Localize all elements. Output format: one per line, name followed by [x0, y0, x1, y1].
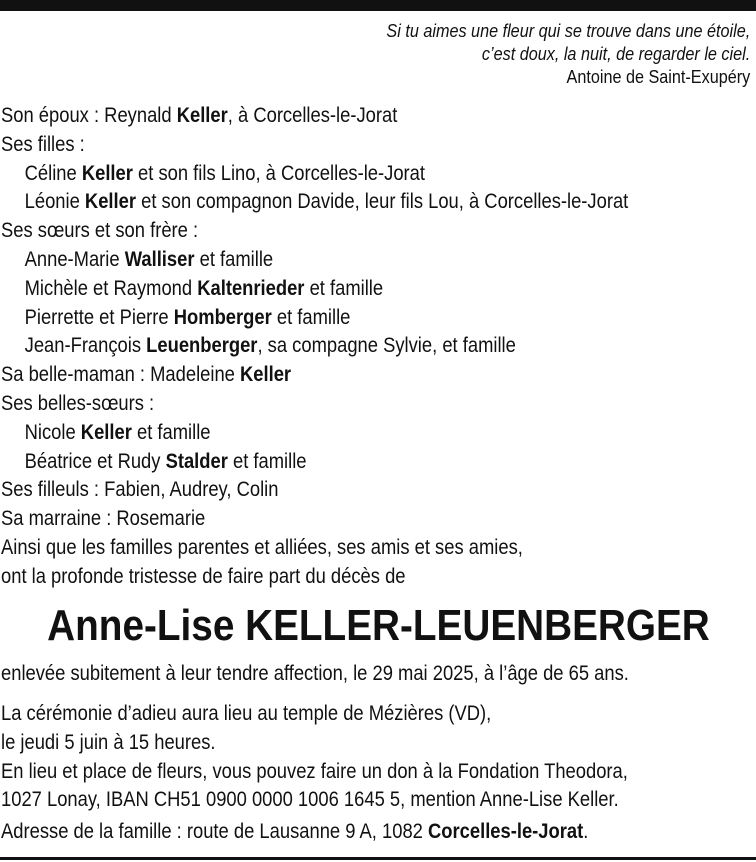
family-line-ainsi: Ainsi que les familles parentes et alliées, ses amis et ses amies, [1, 535, 523, 559]
family-line [1, 160, 736, 189]
surname: Keller [81, 161, 133, 185]
line-text: Nicole [24, 420, 81, 444]
family-heading-filles: Ses filles : [1, 132, 85, 156]
line-text: Anne-Marie [24, 247, 125, 271]
family-line [1, 332, 736, 361]
surname: Stalder [165, 449, 228, 473]
family-address [1, 818, 736, 847]
surname: Keller [176, 104, 228, 127]
family-line [1, 246, 736, 275]
family-line [1, 448, 736, 477]
family-line-belle-maman [1, 361, 736, 390]
family-line [1, 419, 736, 448]
line-text: Sa belle-maman : Madeleine [1, 363, 241, 387]
line-text: , à Corcelles-le-Jorat [227, 104, 398, 127]
family-heading-soeurs: Ses sœurs et son frère : [1, 219, 199, 243]
top-rule [0, 0, 756, 11]
family-heading-belles-soeurs: Ses belles-sœurs : [1, 391, 155, 415]
surname: Homberger [173, 305, 272, 329]
line-text: Adresse de la famille : route de Lausanne 9 A, 1082 [1, 820, 428, 843]
quote-line: Si tu aimes une fleur qui se trouve dans une étoile, [386, 21, 750, 41]
line-text: Béatrice et Rudy [24, 449, 166, 473]
surname: Keller [84, 190, 136, 214]
deceased-name: Anne-Lise KELLER-LEUENBERGER [46, 601, 710, 650]
address-town: Corcelles-le-Jorat [428, 820, 584, 843]
line-text: et famille [131, 420, 211, 444]
quote-line: c’est doux, la nuit, de regarder le ciel. [481, 44, 750, 64]
line-text: et famille [271, 305, 351, 329]
ceremony-line: La cérémonie d’adieu aura lieu au temple de Mézières (VD), [1, 702, 492, 725]
enlevee-line: enlevée subitement à leur tendre affection, le 29 mai 2025, à l’âge de 65 ans. [1, 662, 629, 685]
family-line-marraine: Sa marraine : Rosemarie [1, 507, 206, 531]
line-text: . [583, 820, 589, 843]
surname: Keller [240, 363, 292, 387]
line-text: et son compagnon Davide, leur fils Lou, à Corcelles-le-Jorat [135, 190, 629, 214]
line-text: Céline [24, 161, 82, 185]
deceased-name-block [0, 598, 756, 654]
line-text: Son époux : Reynald [1, 104, 177, 127]
family-line-epoux [1, 102, 736, 131]
ceremony-line: En lieu et place de fleurs, vous pouvez faire un don à la Fondation Theodora, [1, 759, 628, 783]
line-text: et famille [227, 449, 307, 473]
line-text: et famille [194, 247, 274, 271]
address-line [1, 818, 736, 847]
family-line [1, 275, 736, 304]
line-text: Léonie [24, 190, 85, 214]
surname: Leuenberger [146, 334, 258, 358]
surname: Kaltenrieder [197, 276, 305, 300]
line-text: Pierrette et Pierre [24, 305, 174, 329]
family-list [1, 102, 736, 592]
line-text: et son fils Lino, à Corcelles-le-Jorat [132, 161, 425, 185]
surname: Walliser [124, 247, 195, 271]
line-text: Michèle et Raymond [24, 276, 198, 300]
surname: Keller [80, 420, 132, 444]
line-text: , sa compagne Sylvie, et famille [257, 334, 516, 358]
family-line-tristesse: ont la profonde tristesse de faire part du décès de [1, 564, 406, 588]
bottom-rule [0, 857, 756, 860]
epigraph-quote [386, 20, 750, 89]
ceremony-line: le jeudi 5 juin à 15 heures. [1, 730, 216, 754]
enlevee-text [1, 660, 736, 689]
line-text: Jean-François [24, 334, 147, 358]
family-line [1, 304, 736, 333]
ceremony-text [1, 700, 736, 815]
ceremony-line: 1027 Lonay, IBAN CH51 0900 0000 1006 1645 5, mention Anne-Lise Keller. [1, 788, 619, 812]
quote-author: Antoine de Saint-Exupéry [566, 67, 750, 87]
family-line-filleuls: Ses filleuls : Fabien, Audrey, Colin [1, 478, 279, 502]
family-line [1, 188, 736, 217]
line-text: et famille [304, 276, 384, 300]
